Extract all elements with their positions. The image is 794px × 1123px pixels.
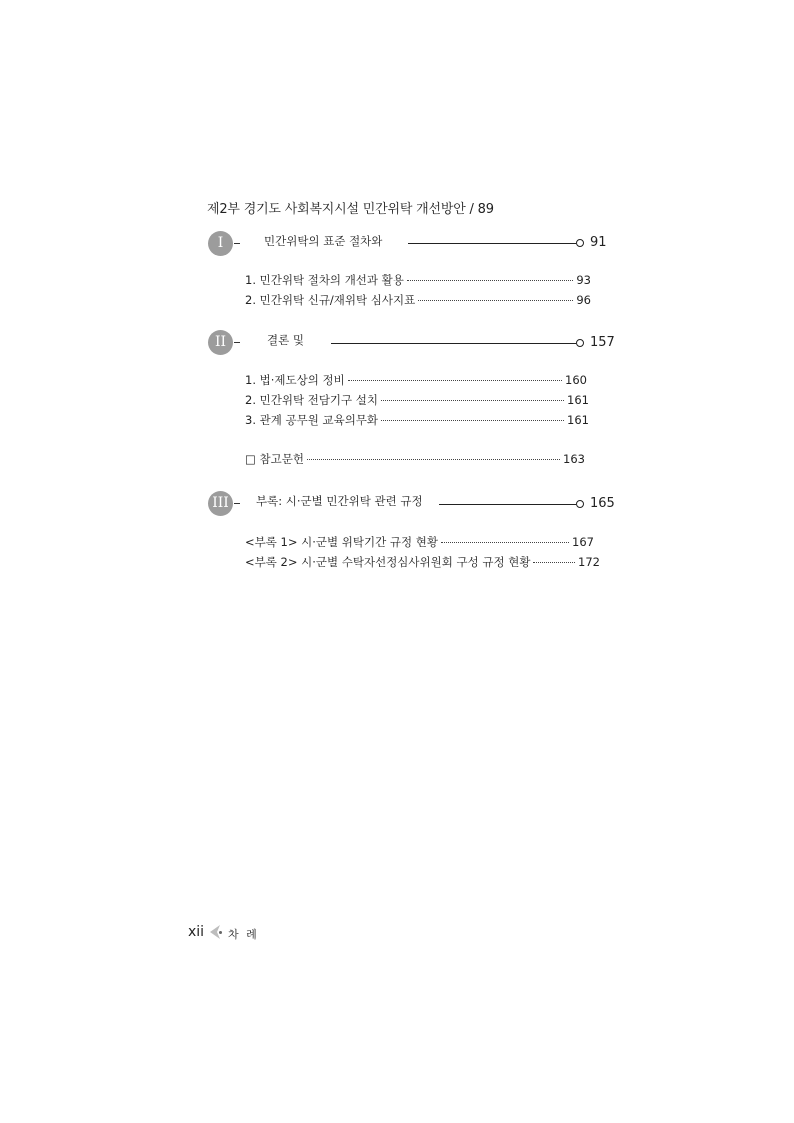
- toc-leader-dots: [381, 400, 564, 401]
- section-label: 차 례: [228, 928, 259, 941]
- toc-entry-page: 163: [563, 452, 585, 466]
- badge-connector: [234, 503, 240, 504]
- chapter-page-number: 91: [590, 235, 607, 250]
- toc-entry[interactable]: [245, 392, 589, 408]
- chapter-rule-end-dot: [576, 500, 584, 508]
- toc-entry[interactable]: [245, 554, 600, 570]
- toc-leader-dots: [441, 542, 569, 543]
- badge-connector: [234, 342, 240, 343]
- toc-entry[interactable]: [245, 272, 591, 288]
- chapter-rule-end-dot: [576, 339, 584, 347]
- badge-connector: [234, 243, 240, 244]
- chapter-title: 민간위탁의 표준 절차와: [264, 234, 383, 248]
- toc-entry-label: <부록 2> 시·군별 수탁자선정심사위원회 구성 규정 현황: [245, 555, 531, 569]
- chapter-title: 결론 및: [267, 333, 304, 347]
- toc-entry-page: 93: [576, 273, 591, 287]
- toc-leader-dots: [348, 380, 562, 381]
- toc-leader-dots: [381, 420, 564, 421]
- toc-entry-page: 96: [576, 293, 591, 307]
- chapter-rule-end-dot: [576, 239, 584, 247]
- toc-entry-page: 167: [572, 535, 594, 549]
- toc-leader-dots: [533, 562, 575, 563]
- part-heading: 제2부 경기도 사회복지시설 민간위탁 개선방안 / 89: [207, 202, 494, 217]
- toc-entry[interactable]: [245, 372, 587, 388]
- toc-entry-page: 161: [567, 413, 589, 427]
- toc-leader-dots: [407, 280, 573, 281]
- toc-entry-label: 3. 관계 공무원 교육의무화: [245, 413, 379, 427]
- toc-entry-label: <부록 1> 시·군별 위탁기간 규정 현황: [245, 535, 438, 549]
- references-entry[interactable]: [245, 451, 585, 467]
- toc-entry[interactable]: [245, 292, 591, 308]
- chapter-title: 부록: 시·군별 민간위탁 관련 규정: [256, 494, 423, 508]
- chapter-number-badge: I: [208, 231, 233, 256]
- chapter-page-number: 157: [590, 335, 615, 350]
- toc-entry-label: 2. 민간위탁 신규/재위탁 심사지표: [245, 293, 416, 307]
- toc-entry-page: 172: [578, 555, 600, 569]
- toc-entry-page: 161: [567, 393, 589, 407]
- chapter-number-badge: II: [208, 330, 233, 355]
- toc-entry-label: 2. 민간위탁 전담기구 설치: [245, 393, 379, 407]
- footer-bullet: [219, 931, 222, 934]
- toc-leader-dots: [418, 300, 573, 301]
- page-folio: xii: [188, 924, 205, 940]
- toc-entry-page: 160: [565, 373, 587, 387]
- chevron-left-icon: [209, 924, 221, 944]
- chapter-number-badge: III: [208, 491, 233, 516]
- toc-entry-label: 1. 법·제도상의 정비: [245, 373, 345, 387]
- toc-entry-label: 1. 민간위탁 절차의 개선과 활용: [245, 273, 404, 287]
- chapter-page-number: 165: [590, 496, 615, 511]
- toc-entry[interactable]: [245, 534, 594, 550]
- chapter-rule: [439, 504, 576, 505]
- toc-leader-dots: [307, 459, 560, 460]
- chapter-rule: [408, 243, 576, 244]
- chapter-rule: [331, 343, 576, 344]
- toc-entry[interactable]: [245, 412, 589, 428]
- toc-entry-label: □ 참고문헌: [245, 452, 304, 466]
